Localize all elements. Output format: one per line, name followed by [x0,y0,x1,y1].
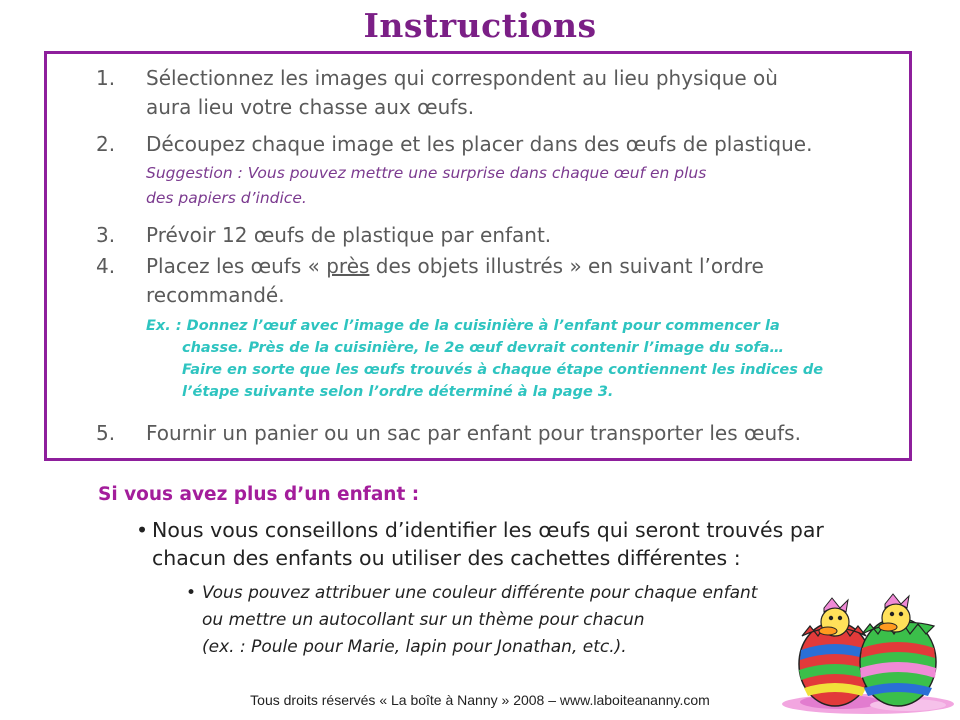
page-title: Instructions [363,6,597,45]
example-line: chasse. Près de la cuisinière, le 2e œuf devrait contenir l’image du sofa… [182,340,785,356]
example-line: l’étape suivante selon l’ordre déterminé à la page 3. [182,384,614,400]
sub-bullet-text: ou mettre un autocollant sur un thème pour chacun [202,610,645,630]
example-line: Ex. : Donnez l’œuf avec l’image de la cuisinière à l’enfant pour commencer la [146,318,780,334]
example-line: Faire en sorte que les œufs trouvés à chaque étape contiennent les indices de [182,362,824,378]
step-number: 4. [96,254,116,278]
bullet-text: chacun des enfants ou utiliser des cachettes différentes : [152,546,741,570]
step-number: 5. [96,421,116,445]
bullet-text: Nous vous conseillons d’identifier les œufs qui seront trouvés par [152,518,824,542]
suggestion-line: Suggestion : Vous pouvez mettre une surprise dans chaque œuf en plus [146,164,707,182]
bullet-icon: • [186,583,197,603]
step-text: Découpez chaque image et les placer dans des œufs de plastique. [146,132,813,156]
sub-bullet-text: Vous pouvez attribuer une couleur différente pour chaque enfant [202,583,758,603]
suggestion-line: des papiers d’indice. [146,189,307,207]
right-egg [860,594,936,706]
copyright-footer: Tous droits réservés « La boîte à Nanny » 2008 – www.laboiteananny.com [250,692,710,708]
bullet-icon: • [136,518,149,542]
step-number: 3. [96,223,116,247]
step-text: Placez les œufs « près des objets illustrés » en suivant l’ordre [146,254,764,278]
sub-bullet-text: (ex. : Poule pour Marie, lapin pour Jonathan, etc.). [202,637,627,657]
confetti-grass [782,694,954,714]
suggestion-note [146,161,866,211]
bullet-item [136,516,856,572]
example-note [146,315,866,403]
easter-eggs-ducklings-icon [780,590,956,716]
step-text: Fournir un panier ou un sac par enfant pour transporter les œufs. [146,421,801,445]
underlined-word: près [326,254,370,278]
sub-bullet-item [186,580,846,661]
section-heading: Si vous avez plus d’un enfant : [98,484,420,505]
step-number: 2. [96,132,116,156]
step-number: 1. [96,66,116,90]
step-text: recommandé. [146,283,285,307]
step-text: Sélectionnez les images qui correspondent au lieu physique où [146,66,778,90]
step-text: aura lieu votre chasse aux œufs. [146,95,475,119]
step-text: Prévoir 12 œufs de plastique par enfant. [146,223,552,247]
